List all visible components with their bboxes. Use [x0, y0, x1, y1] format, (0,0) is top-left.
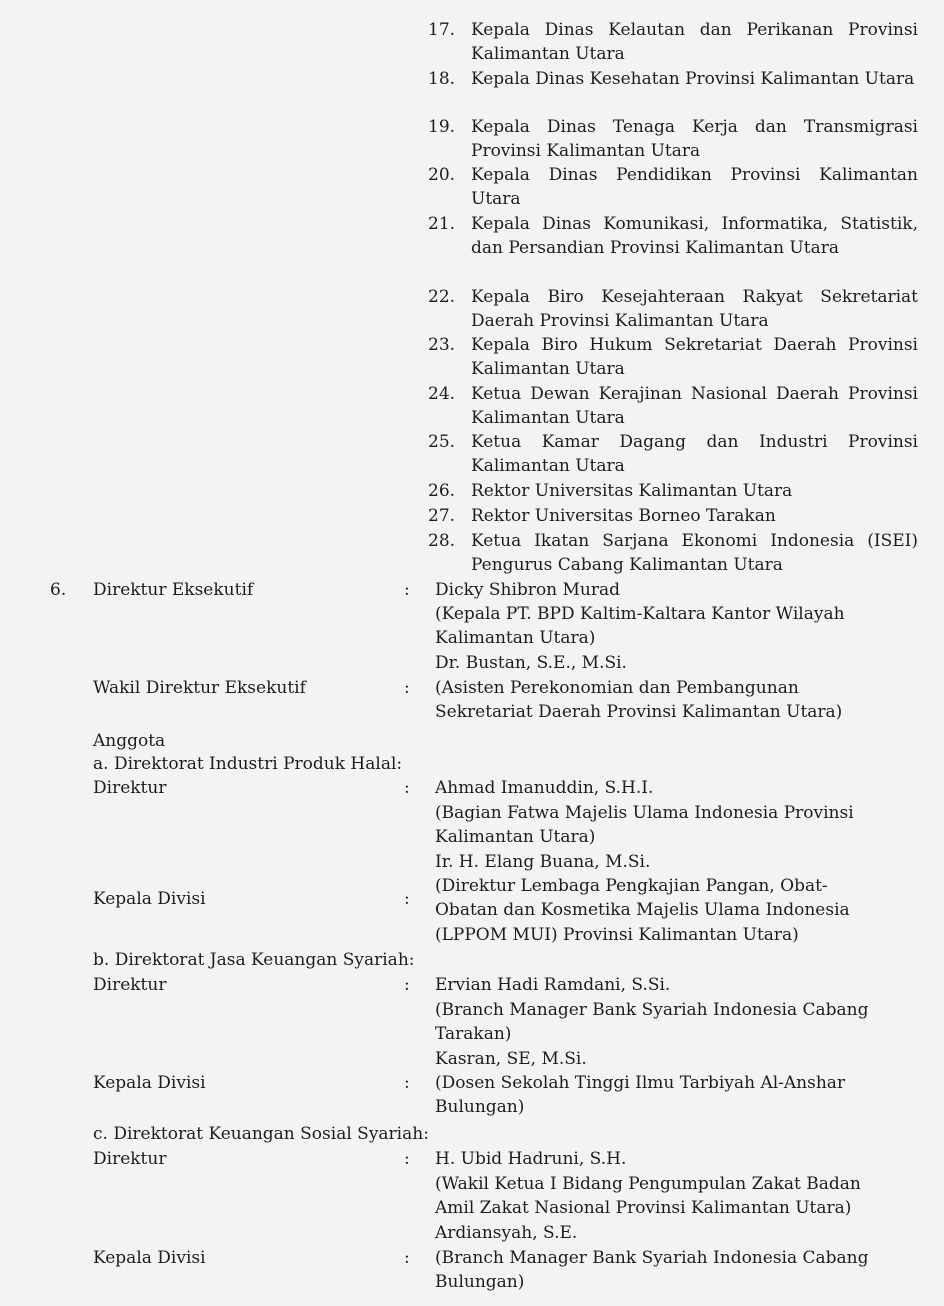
list-item: Kepala Dinas Kesehatan Provinsi Kalimantan Utara [471, 69, 915, 89]
members-heading: Anggota [93, 731, 166, 751]
director-position: (Bagian Fatwa Majelis Ulama Indonesia Provinsi Kalimantan Utara) [435, 803, 854, 848]
list-item: Kepala Biro Kesejahteraan Rakyat Sekretariat Daerah Provinsi Kalimantan Utara [471, 287, 918, 332]
exec-director-name: Dicky Shibron Murad [435, 580, 621, 600]
head-position: (Direktur Lembaga Pengkajian Pangan, Obat-Obatan dan Kosmetika Majelis Ulama Indonesia (LPPOM MUI) Provinsi Kalimantan Utara) [435, 876, 850, 945]
directorate-title: b. Direktorat Jasa Keuangan Syariah: [93, 950, 415, 970]
colon: : [404, 678, 410, 698]
director-label: Direktur [93, 778, 167, 798]
director-position: (Wakil Ketua I Bidang Pengumpulan Zakat Badan Amil Zakat Nasional Provinsi Kalimantan Utara) [435, 1174, 861, 1219]
head-name: Kasran, SE, M.Si. [435, 1049, 587, 1069]
list-number: 27. [428, 506, 456, 526]
list-number: 21. [428, 214, 456, 234]
list-item: Kepala Dinas Pendidikan Provinsi Kalimantan Utara [471, 165, 918, 210]
list-number: 20. [428, 165, 456, 185]
colon: : [404, 1248, 410, 1268]
list-number: 24. [428, 384, 456, 404]
deputy-exec-director-position: (Asisten Perekonomian dan Pembangunan Sekretariat Daerah Provinsi Kalimantan Utara) [435, 678, 843, 723]
head-position: (Branch Manager Bank Syariah Indonesia Cabang Bulungan) [435, 1248, 869, 1293]
colon: : [404, 1073, 410, 1093]
exec-director-position: (Kepala PT. BPD Kaltim-Kaltara Kantor Wilayah Kalimantan Utara) [435, 604, 845, 649]
exec-director-label: Direktur Eksekutif [93, 580, 254, 600]
head-label: Kepala Divisi [93, 889, 206, 909]
list-item: Rektor Universitas Borneo Tarakan [471, 506, 776, 526]
list-number: 22. [428, 287, 456, 307]
list-number: 28. [428, 531, 456, 551]
director-label: Direktur [93, 975, 167, 995]
directorate-title: c. Direktorat Keuangan Sosial Syariah: [93, 1124, 429, 1144]
list-number: 26. [428, 481, 456, 501]
colon: : [404, 975, 410, 995]
director-name: H. Ubid Hadruni, S.H. [435, 1149, 627, 1169]
colon: : [404, 580, 410, 600]
list-item: Rektor Universitas Kalimantan Utara [471, 481, 793, 501]
list-number: 19. [428, 117, 456, 137]
list-item: Kepala Biro Hukum Sekretariat Daerah Provinsi Kalimantan Utara [471, 335, 918, 380]
head-name: Ir. H. Elang Buana, M.Si. [435, 852, 651, 872]
list-item: Ketua Ikatan Sarjana Ekonomi Indonesia (ISEI) Pengurus Cabang Kalimantan Utara [471, 531, 918, 576]
director-name: Ervian Hadi Ramdani, S.Si. [435, 975, 671, 995]
list-item: Ketua Kamar Dagang dan Industri Provinsi Kalimantan Utara [471, 432, 918, 477]
colon: : [404, 778, 410, 798]
head-name: Ardiansyah, S.E. [435, 1223, 578, 1243]
colon: : [404, 889, 410, 909]
list-number: 25. [428, 432, 456, 452]
head-label: Kepala Divisi [93, 1248, 206, 1268]
director-name: Ahmad Imanuddin, S.H.I. [435, 778, 654, 798]
list-item: Kepala Dinas Tenaga Kerja dan Transmigrasi Provinsi Kalimantan Utara [471, 117, 918, 162]
list-number: 17. [428, 20, 456, 40]
head-label: Kepala Divisi [93, 1073, 206, 1093]
director-position: (Branch Manager Bank Syariah Indonesia Cabang Tarakan) [435, 1000, 869, 1045]
list-item: Kepala Dinas Komunikasi, Informatika, Statistik, dan Persandian Provinsi Kalimantan Utara [471, 214, 918, 259]
deputy-exec-director-name: Dr. Bustan, S.E., M.Si. [435, 653, 627, 673]
list-number: 23. [428, 335, 456, 355]
section-number: 6. [50, 580, 67, 600]
directorate-title: a. Direktorat Industri Produk Halal: [93, 754, 403, 774]
colon: : [404, 1149, 410, 1169]
deputy-exec-director-label: Wakil Direktur Eksekutif [93, 678, 306, 698]
list-item: Kepala Dinas Kelautan dan Perikanan Provinsi Kalimantan Utara [471, 20, 918, 65]
director-label: Direktur [93, 1149, 167, 1169]
list-number: 18. [428, 69, 456, 89]
head-position: (Dosen Sekolah Tinggi Ilmu Tarbiyah Al-Anshar Bulungan) [435, 1073, 846, 1118]
list-item: Ketua Dewan Kerajinan Nasional Daerah Provinsi Kalimantan Utara [471, 384, 918, 429]
